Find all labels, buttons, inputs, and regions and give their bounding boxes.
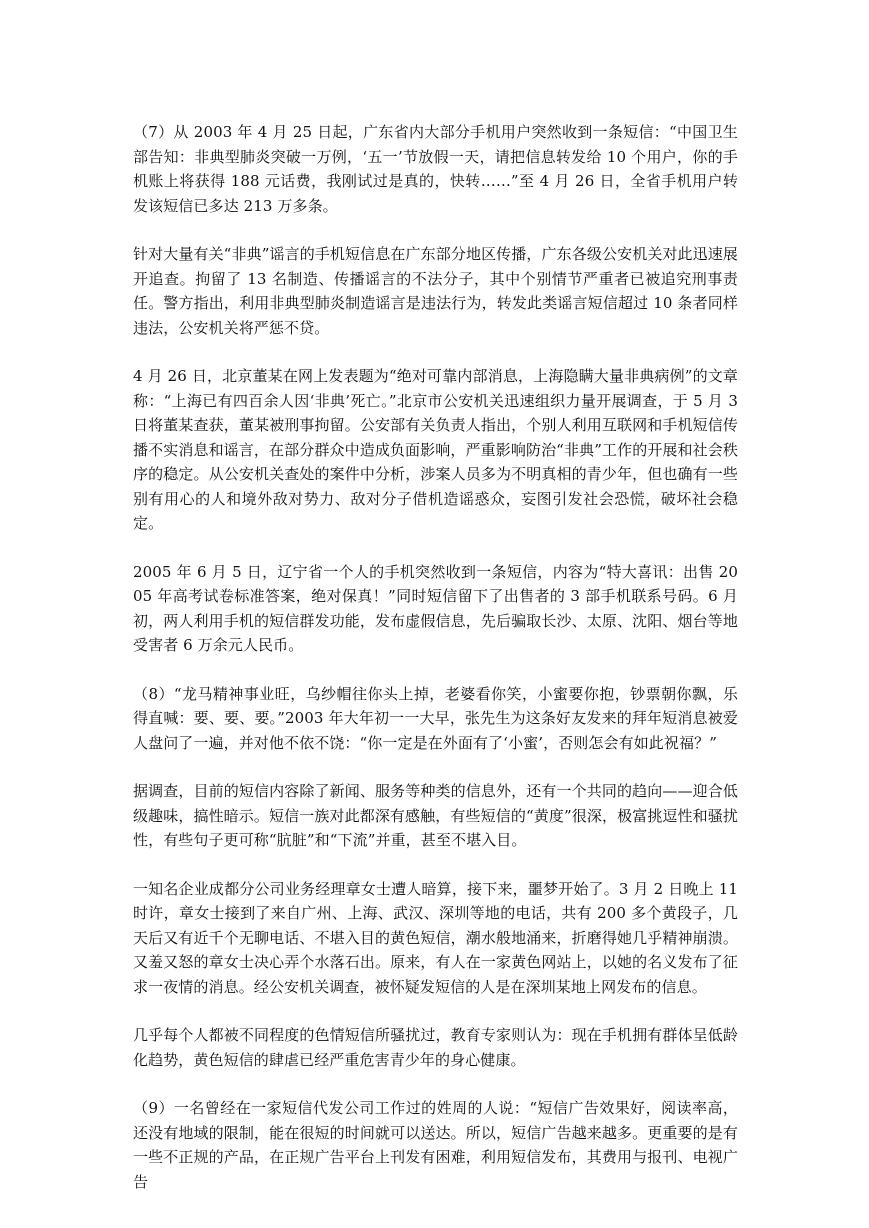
paragraph-2: 针对大量有关“非典”谣言的手机短信息在广东部分地区传播，广东各级公安机关对此迅速展开追查。拘留了 13 名制造、传播谣言的不法分子，其中个别情节严重者已被追究刑事责任。警方指出，利用非典型肺炎制造谣言是违法行为，转发此类谣言短信超过 10 条者同样违法，公安机关将严惩不贷。 — [133, 245, 738, 337]
paragraph-5: （8）“龙马精神事业旺，乌纱帽往你头上掉，老婆看你笑，小蜜要你抱，钞票朝你飘，乐得直喊：要、要、要。”2003 年大年初一一大早，张先生为这条好友发来的拜年短消息被爱人盘问了一遍，并对他不依不饶：“你一定是在外面有了‘小蜜’，否则怎会有如此祝福？” — [133, 684, 738, 752]
document-body — [133, 120, 738, 1218]
paragraph-3: 4 月 26 日，北京董某在网上发表题为“绝对可靠内部消息，上海隐瞒大量非典病例”的文章称：“上海已有四百余人因‘非典’死亡。”北京市公安机关迅速组织力量开展调查，于 5 月 3 日将董某查获，董某被刑事拘留。公安部有关负责人指出，个别人利用互联网和手机短信传播不实消息和谣言，在部分群众中造成负面影响，严重影响防治“非典”工作的开展和社会秩序的稳定。从公安机关查处的案件中分析，涉案人员多为不明真相的青少年，但也确有一些别有用心的人和境外敌对势力、敌对分子借机造谣惑众，妄图引发社会恐慌，破坏社会稳定。 — [133, 367, 738, 532]
paragraph-1: （7）从 2003 年 4 月 25 日起，广东省内大部分手机用户突然收到一条短信：“中国卫生部告知：非典型肺炎突破一万例，‘五一’节放假一天，请把信息转发给 10 个用户，你的手机账上将获得 188 元话费，我刚试过是真的，快转……”至 4 月 26 日，全省手机用户转发该短信已多达 213 万多条。 — [133, 123, 738, 215]
paragraph-7: 一知名企业成都分公司业务经理章女士遭人暗算，接下来，噩梦开始了。3 月 2 日晚上 11 时许，章女士接到了来自广州、上海、武汉、深圳等地的电话，共有 200 多个黄段子，几天后又有近千个无聊电话、不堪入目的黄色短信，潮水般地涌来，折磨得她几乎精神崩溃。又羞又怒的章女士决心弄个水落石出。原来，有人在一家黄色网站上，以她的名义发布了征求一夜情的消息。经公安机关调查，被怀疑发短信的人是在深圳某地上网发布的信息。 — [133, 879, 738, 996]
paragraph-9: （9）一名曾经在一家短信代发公司工作过的姓周的人说：“短信广告效果好，阅读率高，还没有地域的限制，能在很短的时间就可以送达。所以，短信广告越来越多。更重要的是有一些不正规的产品，在正规广告平台上刊发有困难，利用短信发布，其费用与报刊、电视广告 — [133, 1099, 738, 1191]
paragraph-4: 2005 年 6 月 5 日，辽宁省一个人的手机突然收到一条短信，内容为“特大喜讯：出售 2005 年高考试卷标准答案，绝对保真！”同时短信留下了出售者的 3 部手机联系号码。6 月初，两人利用手机的短信群发功能，发布虚假信息，先后骗取长沙、太原、沈阳、烟台等地受害者 6 万余元人民币。 — [133, 562, 738, 654]
paragraph-6: 据调查，目前的短信内容除了新闻、服务等种类的信息外，还有一个共同的趋向——迎合低级趣味，搞性暗示。短信一族对此都深有感触，有些短信的“黄度”很深，极富挑逗性和骚扰性，有些句子更可称“肮脏”和“下流”并重，甚至不堪入目。 — [133, 782, 738, 849]
paragraph-8: 几乎每个人都被不同程度的色情短信所骚扰过，教育专家则认为：现在手机拥有群体呈低龄化趋势，黄色短信的肆虐已经严重危害青少年的身心健康。 — [133, 1026, 738, 1069]
